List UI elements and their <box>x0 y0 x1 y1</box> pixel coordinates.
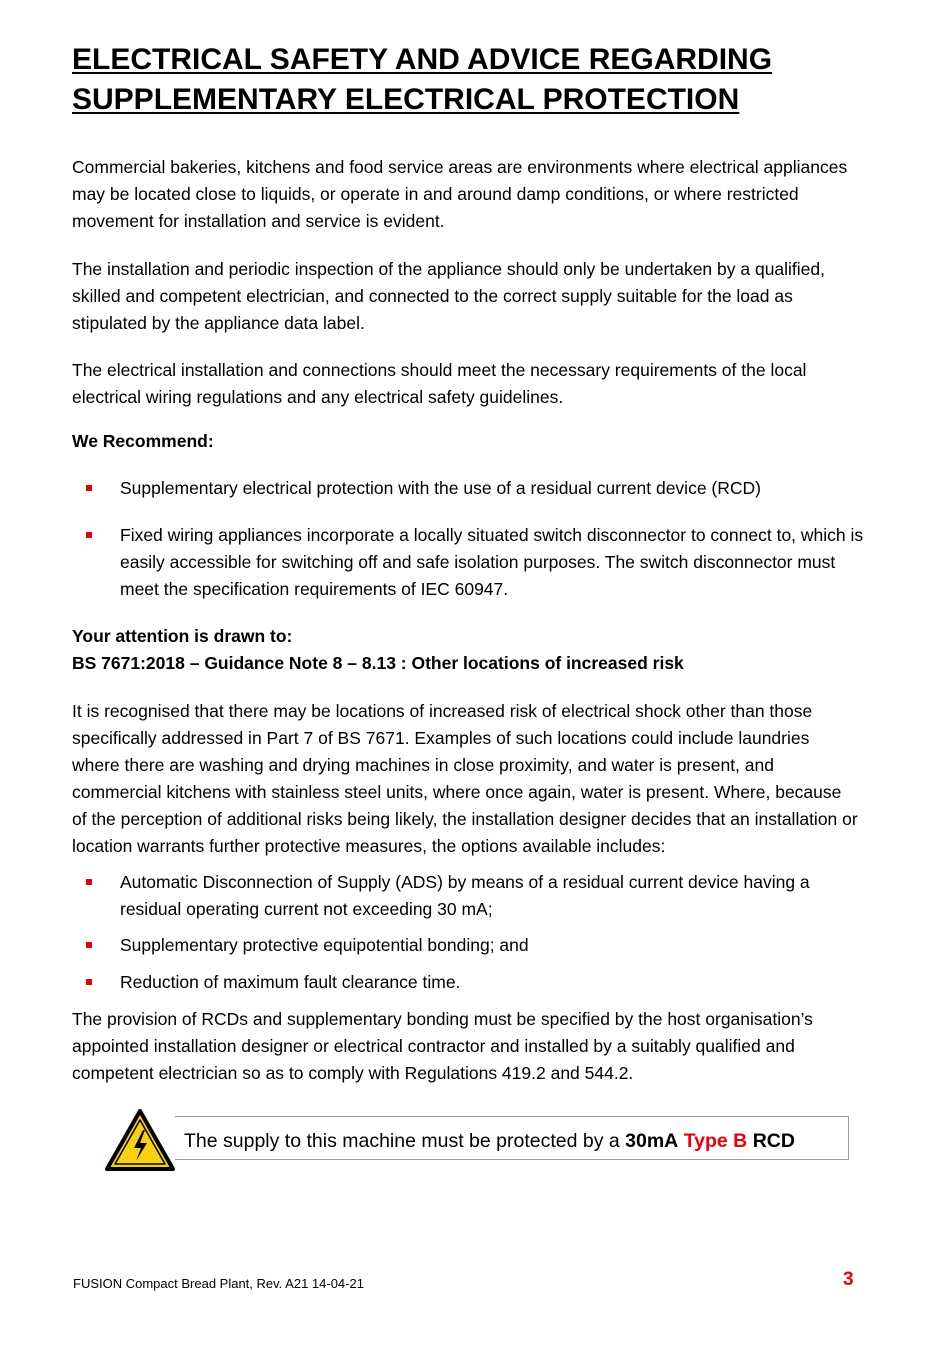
warning-rating: 30mA <box>625 1130 679 1152</box>
bullet-square-icon <box>86 979 92 985</box>
installation-line: skilled and competent electrician, and connected to the correct supply suitable for the load as <box>72 286 793 306</box>
bullet-square-icon <box>86 879 92 885</box>
recommend-heading <box>72 428 214 455</box>
risk-item-line: Supplementary protective equipotential bonding; and <box>120 935 529 955</box>
provision-paragraph <box>72 1006 902 1087</box>
connections-line: electrical wiring regulations and any electrical safety guidelines. <box>72 387 564 407</box>
recommend-item-line: Supplementary electrical protection with the use of a residual current device (RCD) <box>120 478 761 498</box>
bullet-square-icon <box>86 942 92 948</box>
intro-line: may be located close to liquids, or operate in and around damp conditions, or where restricted <box>72 184 799 204</box>
risk-line: It is recognised that there may be locations of increased risk of electrical shock other than those <box>72 701 813 721</box>
title-line-1: ELECTRICAL SAFETY AND ADVICE REGARDING <box>72 43 773 76</box>
risk-item-line: Reduction of maximum fault clearance time. <box>120 972 461 992</box>
title-line-2: SUPPLEMENTARY ELECTRICAL PROTECTION <box>72 83 740 116</box>
provision-line: The provision of RCDs and supplementary bonding must be specified by the host organisation’s <box>72 1009 813 1029</box>
bullet-square-icon <box>86 485 92 491</box>
installation-paragraph <box>72 256 902 337</box>
provision-line: competent electrician so as to comply with Regulations 419.2 and 544.2. <box>72 1063 634 1083</box>
electrical-hazard-triangle-icon <box>104 1108 176 1172</box>
recommend-item-line: easily accessible for switching off and safe isolation purposes. The switch disconnector must <box>120 552 836 572</box>
risk-line: where there are washing and drying machines in close proximity, and water is present, and <box>72 755 774 775</box>
installation-line: stipulated by the appliance data label. <box>72 313 365 333</box>
installation-line: The installation and periodic inspection of the appliance should only be undertaken by a qualified, <box>72 259 826 279</box>
risk-line: commercial kitchens with stainless steel units, where once again, water is present. Where, because <box>72 782 842 802</box>
intro-line: Commercial bakeries, kitchens and food service areas are environments where electrical appliances <box>72 157 848 177</box>
intro-line: movement for installation and service is evident. <box>72 211 445 231</box>
warning-suffix: RCD <box>752 1130 795 1152</box>
rcd-warning-text <box>184 1128 795 1154</box>
connections-paragraph <box>72 357 902 411</box>
risk-line: of the perception of additional risks being likely, the installation designer decides that an installation or <box>72 809 858 829</box>
page-number: 3 <box>843 1269 854 1290</box>
risk-item-line: residual operating current not exceeding 30 mA; <box>120 899 493 919</box>
footer-document-reference: FUSION Compact Bread Plant, Rev. A21 14-04-21 <box>73 1276 364 1291</box>
guidance-note-reference: BS 7671:2018 – Guidance Note 8 – 8.13 : Other locations of increased risk <box>72 653 684 673</box>
warning-rcd-type: Type B <box>683 1130 748 1152</box>
recommend-item-line: Fixed wiring appliances incorporate a locally situated switch disconnector to connect to, which is <box>120 525 864 545</box>
warning-text-prefix: The supply to this machine must be protected by a <box>184 1130 626 1152</box>
recommend-item-line: meet the specification requirements of IEC 60947. <box>120 579 509 599</box>
risk-item-line: Automatic Disconnection of Supply (ADS) by means of a residual current device having a <box>120 872 810 892</box>
attention-heading <box>72 623 684 677</box>
attention-line: Your attention is drawn to: <box>72 626 293 646</box>
risk-paragraph <box>72 698 902 860</box>
page-title <box>72 40 892 120</box>
connections-line: The electrical installation and connections should meet the necessary requirements of the local <box>72 360 807 380</box>
provision-line: appointed installation designer or electrical contractor and installed by a suitably qualified and <box>72 1036 795 1056</box>
bullet-square-icon <box>86 532 92 538</box>
risk-line: location warrants further protective measures, the options available includes: <box>72 836 666 856</box>
risk-line: specifically addressed in Part 7 of BS 7671. Examples of such locations could include laundries <box>72 728 810 748</box>
intro-paragraph <box>72 154 902 235</box>
recommend-heading-text: We Recommend: <box>72 431 214 451</box>
